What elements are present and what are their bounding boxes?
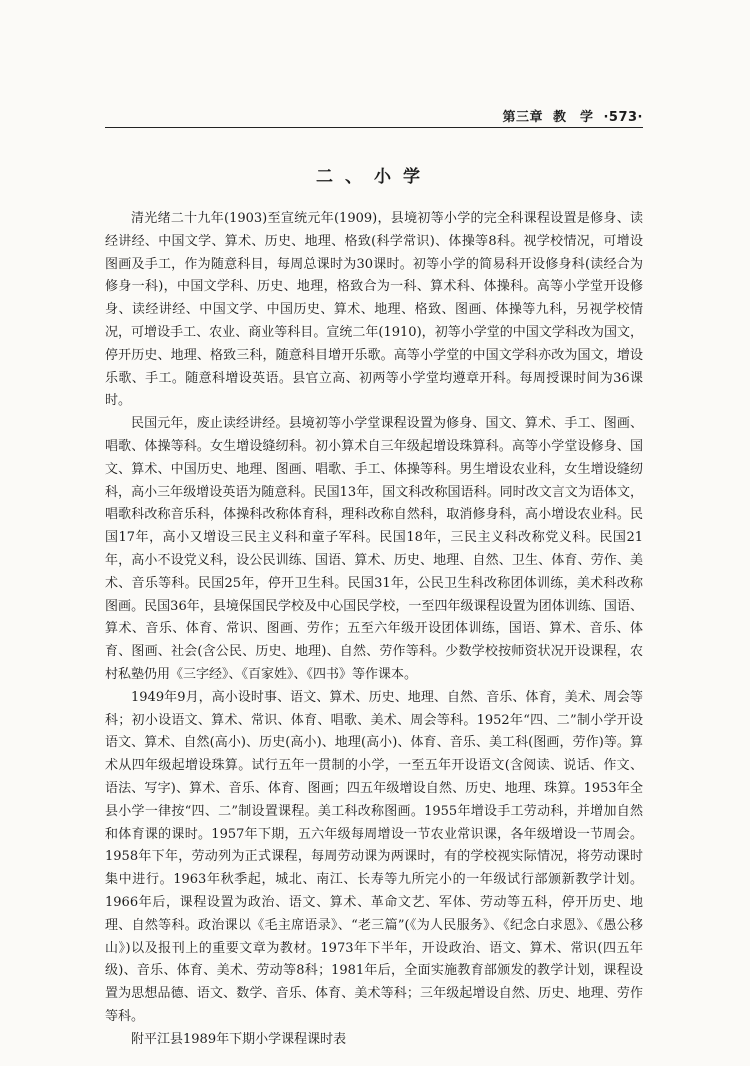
chapter-label: 第三章 — [502, 110, 543, 125]
paragraph: 1949年9月，高小设时事、语文、算术、历史、地理、自然、音乐、体育，美术、周会等科；初小设语文、算术、常识、体育、唱歌、美术、周会等科。1952年“四、二”制小学开设语文、算术、自然(高小)、历史(高小)、地理(高小)、体育、音乐、美工科(图画，劳作)等。算术从四年级起增设珠算。试行五年一贯制的小学，一至五年开设语文(含阅读、说话、作文、语法、写字)、算术、音乐、体育、图画；四五年级增设自然、历史、地理、珠算。1953年全县小学一律按“四、二”制设置课程。美工科改称图画。1955年增设手工劳动科，并增加自然和体育课的课时。1957年下期，五六年级每周增设一节农业常识课，各年级增设一节周会。1958年下年，劳动列为正式课程，每周劳动课为两课时，有的学校视实际情况，将劳动课时集中进行。1963年秋季起，城北、南江、长寿等九所完小的一年级试行部颁新教学计划。1966年后，课程设置为政治、语文、算术、革命文艺、军体、劳动等五科，停开历史、地理、自然等科。政治课以《毛主席语录》、“老三篇”(《为人民服务》、《纪念白求恩》、《愚公移山》)以及报刊上的重要文章为教材。1973年下半年，开设政治、语文、算术、常识(四五年级)、音乐、体育、美术、劳动等8科；1981年后，全面实施教育部颁发的教学计划，课程设置为思想品德、语文、数学、音乐、体育、美术等科；三年级起增设自然、历史、地理、劳作等科。 — [105, 689, 643, 1024]
body-text — [105, 208, 643, 1051]
paragraph: 民国元年，废止读经讲经。县境初等小学堂课程设置为修身、国文、算术、手工、图画、唱歌、体操等科。女生增设缝纫科。初小算术自三年级起增设珠算科。高等小学堂设修身、国文、算术、中国历史、地理、图画、唱歌、手工、体操等科。男生增设农业科，女生增设缝纫科，高小三年级增设英语为随意科。民国13年，国文科改称国语科。同时改文言文为语体文，唱歌科改称音乐科，体操科改称体育科，理科改称自然科，取消修身科，高小增设农业科。民国17年，高小又增设三民主义科和童子军科。民国18年，三民主义科改称党义科。民国21年，高小不设党义科，设公民训练、国语、算术、历史、地理、自然、卫生、体育、劳作、美术、音乐等科。民国25年，停开卫生科。民国31年，公民卫生科改称团体训练，美术科改称图画。民国36年，县境保国民学校及中心国民学校，一至四年级课程设置为团体训练、国语、算术、音乐、体育、常识、图画、劳作；五至六年级开设团体训练，国语、算术、音乐、体育、图画、社会(含公民、历史、地理)、自然、劳作等科。少数学校按师资状况开设课程，农村私塾仍用《三字经》、《百家姓》、《四书》等作课本。 — [105, 416, 643, 682]
section-title: 二、小学 — [316, 167, 432, 187]
header-rule — [105, 127, 643, 128]
section-label: 教 学 — [552, 110, 594, 125]
running-head — [502, 106, 643, 125]
page-number: ·573· — [603, 110, 643, 125]
page-header — [105, 100, 643, 130]
paragraph: 清光绪二十九年(1903)至宣统元年(1909)，县境初等小学的完全科课程设置是修身、读经讲经、中国文学、算术、历史、地理、格致(科学常识)、体操等8科。视学校情况，可增设图画及手工，作为随意科目，每周总课时为30课时。初等小学的简易科开设修身科(读经合为修身一科)，中国文学科、历史、地理，格致合为一科、算术科、体操科。高等小学堂开设修身、读经讲经、中国文学、中国历史、算术、地理、格致、图画、体操等九科，另视学校情况，可增设手工、农业、商业等科目。宣统二年(1910)，初等小学堂的中国文学科改为国文，停开历史、地理、格致三科，随意科目增开乐歌。高等小学堂的中国文学科亦改为国文，增设乐歌、手工。随意科增设英语。县官立高、初两等小学堂均遵章开科。每周授课时间为36课时。 — [105, 211, 643, 409]
paragraph: 附平江县1989年下期小学课程课时表 — [131, 1031, 347, 1047]
